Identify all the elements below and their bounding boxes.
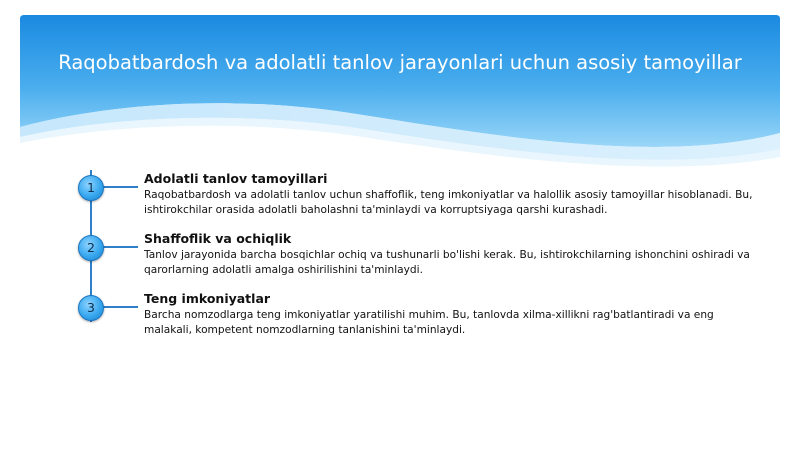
header-banner: [20, 15, 780, 170]
list-item: [144, 291, 754, 338]
item-heading: Shaffoflik va ochiqlik: [144, 231, 292, 246]
item-body: Tanlov jarayonida barcha bosqichlar ochiq va tushunarli bo'lishi kerak. Bu, ishtirokchilarning ishonchini oshiradi va qarorlarning adolatli amalga oshirilishini ta'minlaydi.: [144, 249, 750, 276]
step-marker: 1: [78, 175, 104, 201]
step-marker: 2: [78, 235, 104, 261]
item-body: Barcha nomzodlarga teng imkoniyatlar yaratilishi muhim. Bu, tanlovda xilma-xillikni rag'batlantiradi va eng malakali, kompetent nomzodlarning tanlanishini ta'minlaydi.: [144, 309, 714, 336]
item-heading: Adolatli tanlov tamoyillari: [144, 171, 328, 186]
slide-title: Raqobatbardosh va adolatli tanlov jarayonlari uchun asosiy tamoyillar: [58, 51, 742, 74]
list-item: [144, 171, 754, 218]
list-item: [144, 231, 754, 278]
step-marker: 3: [78, 295, 104, 321]
item-body: Raqobatbardosh va adolatli tanlov uchun shaffoflik, teng imkoniyatlar va halollik asosiy tamoyillar hisoblanadi. Bu, ishtirokchilar orasida adolatli baholashni ta'minlaydi va korruptsiyaga qarshi kurashadi.: [144, 189, 753, 216]
item-heading: Teng imkoniyatlar: [144, 291, 271, 306]
